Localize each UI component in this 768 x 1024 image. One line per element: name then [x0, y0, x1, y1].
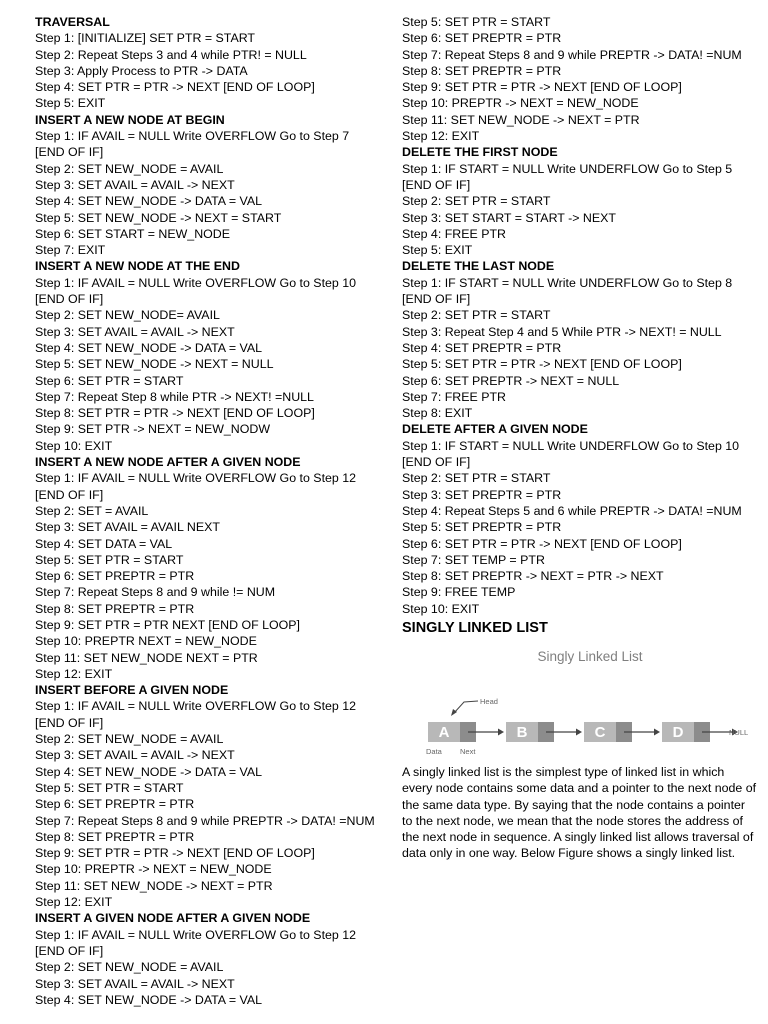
algorithm-step: Step 9: SET PTR -> NEXT = NEW_NODW: [35, 422, 271, 437]
section-heading: INSERT BEFORE A GIVEN NODE: [35, 683, 229, 698]
section-heading: DELETE THE LAST NODE: [402, 259, 555, 274]
algorithm-step: Step 3: SET AVAIL = AVAIL NEXT: [35, 520, 220, 535]
algorithm-step: Step 1: IF AVAIL = NULL Write OVERFLOW Go to Step 10: [35, 275, 357, 290]
algorithm-step: Step 2: SET PTR = START: [402, 194, 551, 209]
algorithm-step: Step 4: SET PTR = PTR -> NEXT [END OF LOOP]: [35, 80, 315, 95]
algorithm-step: Step 10: PREPTR -> NEXT = NEW_NODE: [402, 96, 639, 111]
algorithm-step: Step 1: IF AVAIL = NULL Write OVERFLOW Go to Step 7: [35, 129, 350, 144]
section-title: SINGLY LINKED LIST: [402, 619, 548, 636]
next-pointer-arrowhead: [654, 728, 660, 735]
right-algorithm-lines: [402, 14, 758, 617]
algorithm-step: Step 9: SET PTR = PTR -> NEXT [END OF LOOP]: [35, 846, 315, 861]
algorithm-step: Step 2: Repeat Steps 3 and 4 while PTR! = NULL: [35, 47, 307, 62]
algorithm-step: Step 1: IF AVAIL = NULL Write OVERFLOW Go to Step 12: [35, 471, 357, 486]
algorithm-step: Step 2: SET NEW_NODE= AVAIL: [35, 308, 220, 323]
node-label: B: [516, 723, 528, 741]
algorithm-step: Step 10: EXIT: [35, 438, 113, 453]
algorithm-step: Step 6: SET PREPTR = PTR: [35, 569, 195, 584]
data-label: Data: [426, 746, 442, 756]
algorithm-step: Step 11: SET NEW_NODE -> NEXT = PTR: [402, 112, 640, 127]
algorithm-step: Step 1: IF START = NULL Write UNDERFLOW Go to Step 10: [402, 438, 740, 453]
next-label: Next: [460, 746, 476, 756]
algorithm-step: Step 6: SET PREPTR = PTR: [35, 797, 195, 812]
algorithm-step: Step 2: SET NEW_NODE = AVAIL: [35, 161, 224, 176]
algorithm-step: Step 3: Apply Process to PTR -> DATA: [35, 63, 248, 78]
algorithm-step: Step 3: SET AVAIL = AVAIL -> NEXT: [35, 976, 235, 991]
algorithm-step: Step 3: SET AVAIL = AVAIL -> NEXT: [35, 748, 235, 763]
algorithm-step: Step 5: SET NEW_NODE -> NEXT = START: [35, 210, 282, 225]
algorithm-step: Step 7: Repeat Step 8 while PTR -> NEXT! =NULL: [35, 389, 314, 404]
next-pointer-arrowhead: [498, 728, 504, 735]
algorithm-step: Step 12: EXIT: [35, 666, 113, 681]
algorithm-step: Step 10: PREPTR -> NEXT = NEW_NODE: [35, 862, 272, 877]
node-chain: [428, 722, 738, 742]
algorithm-step: Step 5: SET PTR = START: [402, 15, 551, 29]
algorithm-step: Step 2: SET NEW_NODE = AVAIL: [35, 732, 224, 747]
algorithm-step: Step 5: EXIT: [35, 96, 106, 111]
algorithm-step: Step 5: SET PTR = PTR -> NEXT [END OF LOOP]: [402, 357, 682, 372]
head-label: Head: [480, 696, 498, 706]
algorithm-step: [END OF IF]: [402, 292, 471, 307]
algorithm-step: Step 3: SET AVAIL = AVAIL -> NEXT: [35, 177, 235, 192]
algorithm-step: Step 7: FREE PTR: [402, 389, 506, 404]
algorithm-step: Step 8: SET PREPTR = PTR: [35, 601, 195, 616]
algorithm-step: Step 10: PREPTR NEXT = NEW_NODE: [35, 634, 257, 649]
algorithm-step: Step 4: Repeat Steps 5 and 6 while PREPTR -> DATA! =NUM: [402, 503, 742, 518]
algorithm-step: Step 3: SET AVAIL = AVAIL -> NEXT: [35, 324, 235, 339]
algorithm-step: Step 1: IF AVAIL = NULL Write OVERFLOW Go to Step 12: [35, 927, 357, 942]
null-label: NULL: [729, 727, 749, 737]
algorithm-step: [END OF IF]: [35, 715, 104, 730]
algorithm-step: Step 7: SET TEMP = PTR: [402, 552, 545, 567]
figure-title: Singly Linked List: [537, 648, 643, 664]
algorithm-step: Step 2: SET = AVAIL: [35, 503, 149, 518]
algorithm-step: [END OF IF]: [402, 177, 471, 192]
algorithm-step: Step 1: IF START = NULL Write UNDERFLOW Go to Step 5: [402, 161, 733, 176]
algorithm-step: Step 1: IF START = NULL Write UNDERFLOW Go to Step 8: [402, 275, 733, 290]
algorithm-step: Step 4: SET NEW_NODE -> DATA = VAL: [35, 992, 263, 1007]
node-label: D: [672, 723, 684, 741]
algorithm-step: Step 3: SET START = START -> NEXT: [402, 210, 616, 225]
algorithm-step: Step 3: SET PREPTR = PTR: [402, 487, 562, 502]
algorithm-step: Step 2: SET NEW_NODE = AVAIL: [35, 960, 224, 975]
algorithm-step: Step 6: SET PTR = PTR -> NEXT [END OF LOOP]: [402, 536, 682, 551]
algorithm-step: [END OF IF]: [35, 145, 104, 160]
algorithm-step: Step 7: Repeat Steps 8 and 9 while PREPTR -> DATA! =NUM: [35, 813, 375, 828]
algorithm-step: Step 1: IF AVAIL = NULL Write OVERFLOW Go to Step 12: [35, 699, 357, 714]
singly-linked-list-figure: [402, 640, 758, 760]
algorithm-step: Step 6: SET START = NEW_NODE: [35, 226, 230, 241]
algorithm-step: Step 7: EXIT: [35, 243, 106, 258]
node-label: A: [438, 723, 450, 741]
algorithm-step: [END OF IF]: [35, 487, 104, 502]
algorithm-step: Step 11: SET NEW_NODE -> NEXT = PTR: [35, 878, 273, 893]
algorithm-step: Step 12: EXIT: [402, 129, 480, 144]
next-pointer-arrowhead: [576, 728, 582, 735]
section-heading: DELETE THE FIRST NODE: [402, 145, 558, 160]
algorithm-step: Step 11: SET NEW_NODE NEXT = PTR: [35, 650, 258, 665]
algorithm-step: Step 6: SET PREPTR = PTR: [402, 31, 562, 46]
algorithm-step: Step 9: SET PTR = PTR NEXT [END OF LOOP]: [35, 617, 300, 632]
left-column: [35, 14, 385, 1008]
node-label: C: [594, 723, 606, 741]
algorithm-step: Step 2: SET PTR = START: [402, 308, 551, 323]
algorithm-step: Step 5: SET PREPTR = PTR: [402, 520, 562, 535]
right-column: [402, 14, 758, 862]
algorithm-step: Step 5: SET PTR = START: [35, 780, 184, 795]
algorithm-step: Step 9: FREE TEMP: [402, 585, 516, 600]
algorithm-step: Step 4: SET NEW_NODE -> DATA = VAL: [35, 764, 263, 779]
algorithm-step: Step 8: SET PREPTR = PTR: [402, 63, 562, 78]
algorithm-step: Step 2: SET PTR = START: [402, 471, 551, 486]
section-heading: DELETE AFTER A GIVEN NODE: [402, 422, 588, 437]
algorithm-step: [END OF IF]: [35, 943, 104, 958]
algorithm-step: Step 7: Repeat Steps 8 and 9 while PREPTR -> DATA! =NUM: [402, 47, 742, 62]
algorithm-step: Step 6: SET PREPTR -> NEXT = NULL: [402, 373, 620, 388]
algorithm-step: Step 4: FREE PTR: [402, 226, 506, 241]
algorithm-step: Step 5: SET PTR = START: [35, 552, 184, 567]
algorithm-step: Step 1: [INITIALIZE] SET PTR = START: [35, 31, 255, 46]
algorithm-step: Step 12: EXIT: [35, 895, 113, 910]
algorithm-step: Step 4: SET PREPTR = PTR: [402, 340, 562, 355]
section-heading: INSERT A GIVEN NODE AFTER A GIVEN NODE: [35, 911, 311, 926]
algorithm-step: Step 4: SET NEW_NODE -> DATA = VAL: [35, 340, 263, 355]
algorithm-step: Step 8: SET PREPTR = PTR: [35, 829, 195, 844]
algorithm-step: Step 8: SET PTR = PTR -> NEXT [END OF LOOP]: [35, 406, 315, 421]
algorithm-step: Step 4: SET DATA = VAL: [35, 536, 173, 551]
section-heading: INSERT A NEW NODE AT BEGIN: [35, 112, 225, 127]
algorithm-step: Step 10: EXIT: [402, 601, 480, 616]
algorithm-step: Step 9: SET PTR = PTR -> NEXT [END OF LOOP]: [402, 80, 682, 95]
algorithm-step: Step 5: SET NEW_NODE -> NEXT = NULL: [35, 357, 274, 372]
algorithm-step: Step 7: Repeat Steps 8 and 9 while != NUM: [35, 585, 276, 600]
section-heading: INSERT A NEW NODE AFTER A GIVEN NODE: [35, 455, 301, 470]
description-paragraph: A singly linked list is the simplest type of linked list in which every node contains some data and a pointer to the next node of the same data type. By saying that the node contains a pointer to the next node, we mean that the node stores the address of the next node in sequence. A singly linked list allows traversal of data only in one way. Below Figure shows a singly linked list.: [402, 764, 757, 861]
algorithm-step: [END OF IF]: [35, 292, 104, 307]
algorithm-step: Step 5: EXIT: [402, 243, 473, 258]
algorithm-step: Step 6: SET PTR = START: [35, 373, 184, 388]
algorithm-step: Step 8: SET PREPTR -> NEXT = PTR -> NEXT: [402, 569, 664, 584]
section-heading: INSERT A NEW NODE AT THE END: [35, 259, 240, 274]
section-heading: TRAVERSAL: [35, 15, 110, 29]
head-pointer-line: [454, 701, 478, 713]
algorithm-step: Step 8: EXIT: [402, 406, 473, 421]
algorithm-step: Step 3: Repeat Step 4 and 5 While PTR -> NEXT! = NULL: [402, 324, 722, 339]
algorithm-step: [END OF IF]: [402, 455, 471, 470]
algorithm-step: Step 4: SET NEW_NODE -> DATA = VAL: [35, 194, 263, 209]
